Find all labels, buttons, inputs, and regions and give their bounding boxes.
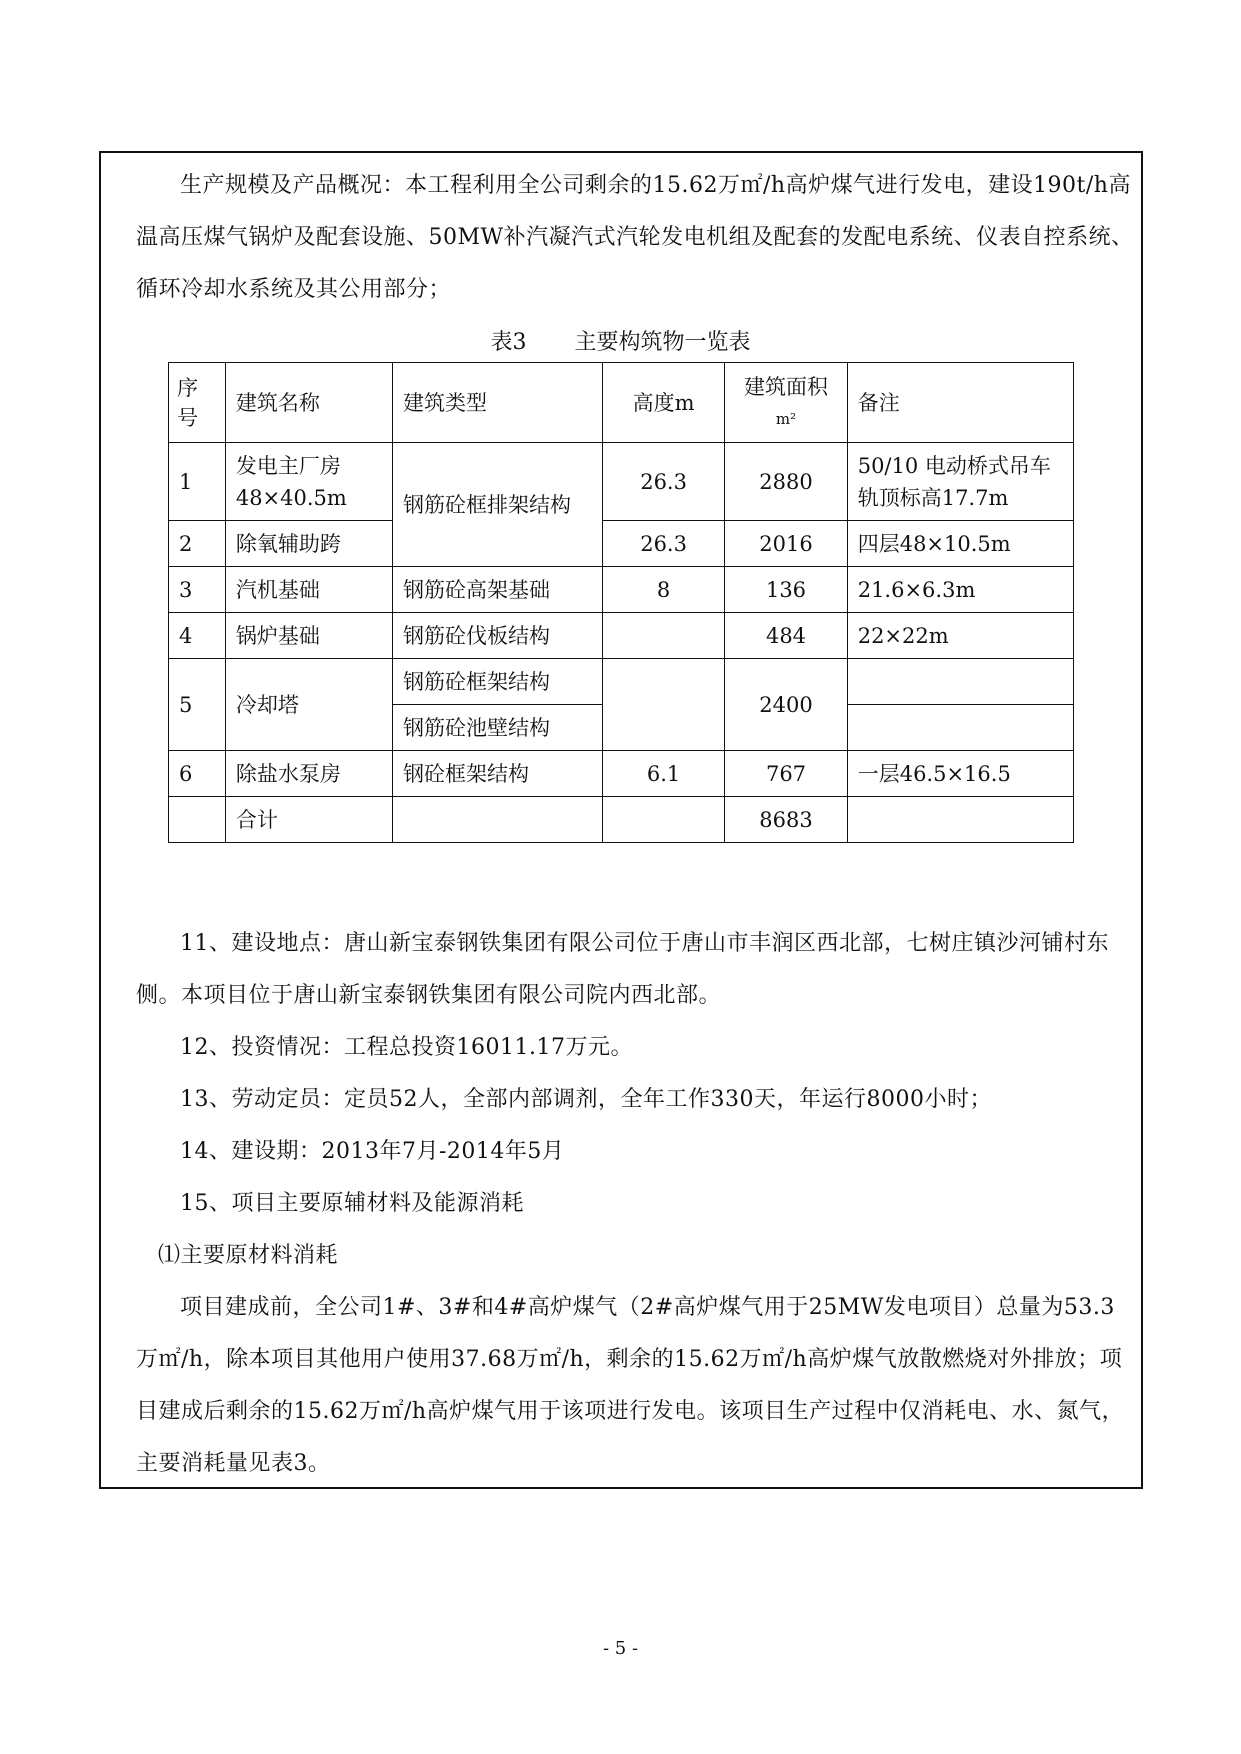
cell-name: 冷却塔 xyxy=(225,659,392,751)
table-row xyxy=(169,521,1074,567)
cell-seq: 1 xyxy=(169,443,226,521)
cell-name: 汽机基础 xyxy=(225,567,392,613)
table-row xyxy=(169,443,1074,521)
cell-note: 21.6×6.3m xyxy=(847,567,1073,613)
cell-type: 钢筋砼伐板结构 xyxy=(393,613,603,659)
page-number: - 5 - xyxy=(602,1638,639,1659)
table-number: 表3 xyxy=(490,330,527,355)
intro-paragraph: 生产规模及产品概况：本工程利用全公司剩余的15.62万㎡/h高炉煤气进行发电，建设190t/h高温高压煤气锅炉及配套设施、50MW补汽凝汽式汽轮发电机组及配套的发配电系统、仪表自控系统、循环冷却水系统及其公用部分； xyxy=(136,173,1134,302)
cell-height: 26.3 xyxy=(602,521,724,567)
cell-name: 发电主厂房48×40.5m xyxy=(225,443,392,521)
structures-table xyxy=(168,362,1074,843)
cell-type: 钢筋砼框排架结构 xyxy=(393,443,603,567)
raw-materials-paragraph: 项目建成前，全公司1#、3#和4#高炉煤气（2#高炉煤气用于25MW发电项目）总量为53.3万㎡/h，除本项目其他用户使用37.68万㎡/h，剩余的15.62万㎡/h高炉煤气放散燃烧对外排放；项目建成后剩余的15.62万㎡/h高炉煤气用于该项进行发电。该项目生产过程中仅消耗电、水、氮气，主要消耗量见表3。 xyxy=(136,1295,1125,1476)
table-name: 主要构筑物一览表 xyxy=(574,330,751,355)
cell-type: 钢筋砼池壁结构 xyxy=(393,705,603,751)
table-caption xyxy=(0,328,1241,358)
staffing-paragraph: 13、劳动定员：定员52人，全部内部调剂，全年工作330天，年运行8000小时； xyxy=(180,1087,992,1112)
cell-name: 除氧辅助跨 xyxy=(225,521,392,567)
cell-height xyxy=(602,613,724,659)
cell-type: 钢筋砼高架基础 xyxy=(393,567,603,613)
cell-seq xyxy=(169,797,226,843)
cell-height xyxy=(602,797,724,843)
location-paragraph: 11、建设地点：唐山新宝泰钢铁集团有限公司位于唐山市丰润区西北部，七树庄镇沙河铺村东侧。本项目位于唐山新宝泰钢铁集团有限公司院内西北部。 xyxy=(136,931,1109,1008)
construction-period-paragraph: 14、建设期：2013年7月-2014年5月 xyxy=(180,1139,565,1164)
header-name: 建筑名称 xyxy=(225,363,392,443)
cell-area: 136 xyxy=(725,567,847,613)
cell-type xyxy=(393,797,603,843)
table-row xyxy=(169,567,1074,613)
cell-note: 50/10 电动桥式吊车轨顶标高17.7m xyxy=(847,443,1073,521)
table-row xyxy=(169,613,1074,659)
table-total-row xyxy=(169,797,1074,843)
cell-note xyxy=(847,705,1073,751)
cell-name: 锅炉基础 xyxy=(225,613,392,659)
cell-height: 26.3 xyxy=(602,443,724,521)
cell-type: 钢砼框架结构 xyxy=(393,751,603,797)
cell-height: 8 xyxy=(602,567,724,613)
cell-area: 2880 xyxy=(725,443,847,521)
header-seq: 序号 xyxy=(169,363,226,443)
cell-seq: 4 xyxy=(169,613,226,659)
header-area-unit: m² xyxy=(775,409,797,428)
header-area-label: 建筑面积 xyxy=(744,374,828,399)
investment-paragraph: 12、投资情况：工程总投资16011.17万元。 xyxy=(180,1035,633,1060)
cell-seq: 6 xyxy=(169,751,226,797)
raw-materials-subheading: ⑴主要原材料消耗 xyxy=(158,1243,339,1268)
cell-seq: 3 xyxy=(169,567,226,613)
table-header-row xyxy=(169,363,1074,443)
cell-note: 一层46.5×16.5 xyxy=(847,751,1073,797)
cell-area: 2400 xyxy=(725,659,847,751)
header-type: 建筑类型 xyxy=(393,363,603,443)
materials-heading: 15、项目主要原辅材料及能源消耗 xyxy=(180,1191,524,1216)
cell-seq: 2 xyxy=(169,521,226,567)
cell-area: 2016 xyxy=(725,521,847,567)
cell-area: 767 xyxy=(725,751,847,797)
cell-note: 22×22m xyxy=(847,613,1073,659)
cell-area: 484 xyxy=(725,613,847,659)
cell-name: 合计 xyxy=(225,797,392,843)
cell-name: 除盐水泵房 xyxy=(225,751,392,797)
cell-note xyxy=(847,659,1073,705)
cell-area: 8683 xyxy=(725,797,847,843)
table-row xyxy=(169,751,1074,797)
cell-type: 钢筋砼框架结构 xyxy=(393,659,603,705)
header-height: 高度m xyxy=(602,363,724,443)
cell-note xyxy=(847,797,1073,843)
header-area xyxy=(725,363,847,443)
header-note: 备注 xyxy=(847,363,1073,443)
cell-note: 四层48×10.5m xyxy=(847,521,1073,567)
cell-seq: 5 xyxy=(169,659,226,751)
cell-height: 6.1 xyxy=(602,751,724,797)
table-row xyxy=(169,659,1074,705)
cell-height xyxy=(602,659,724,751)
